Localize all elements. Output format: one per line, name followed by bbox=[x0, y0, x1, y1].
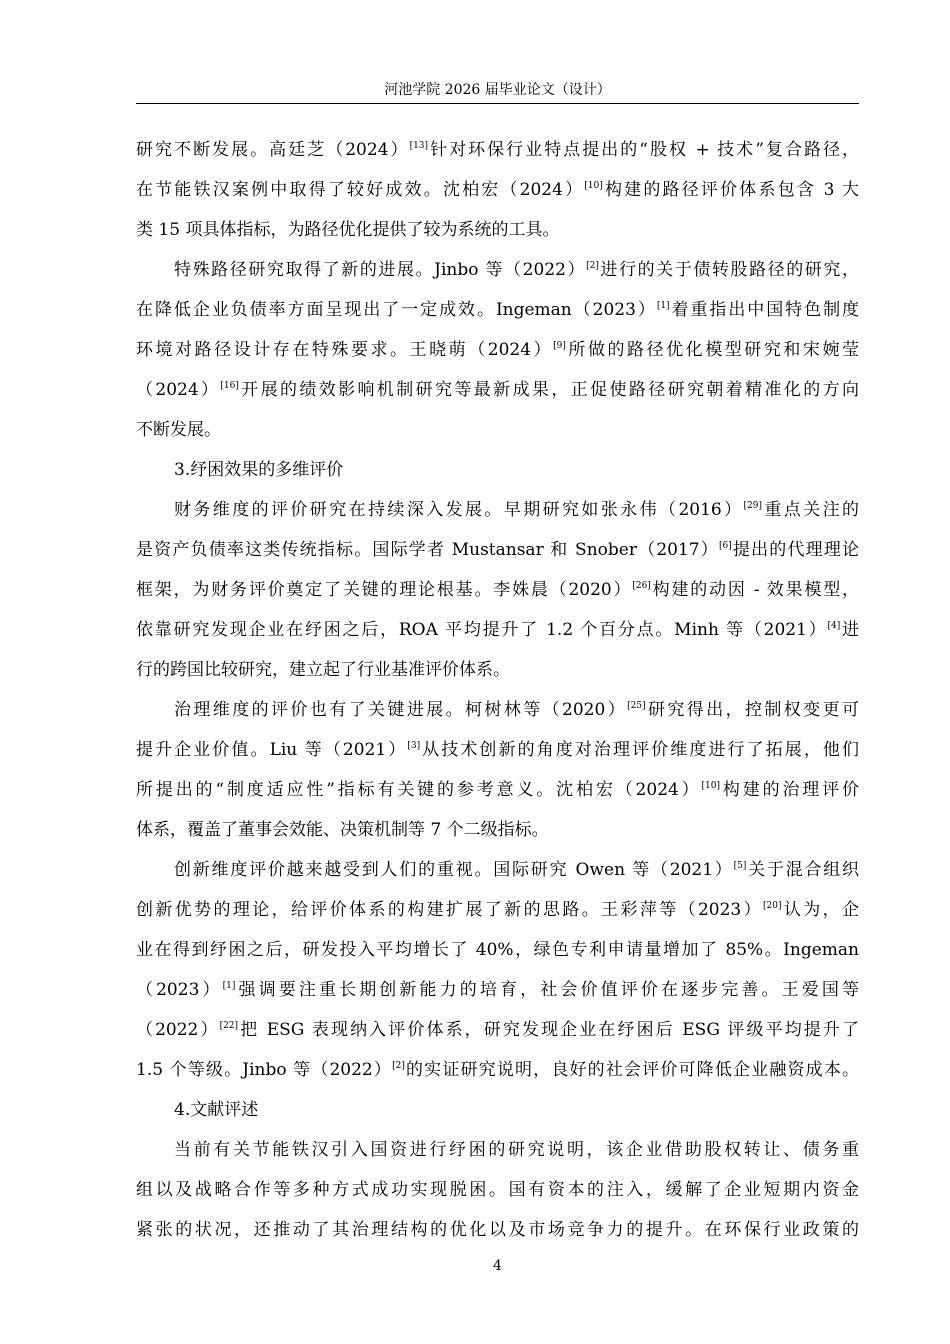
text-run: 的实证研究说明，良好的社会评价可降低企业融资成本。 bbox=[404, 1060, 859, 1080]
text-run: 所提出的“制度适应性”指标有关键的参考意义。沈柏宏（2024） bbox=[136, 780, 702, 800]
text-run: 特殊路径研究取得了新的进展。Jinbo 等（2022） bbox=[174, 260, 587, 280]
text-run: 提出的代理理论 bbox=[731, 540, 859, 560]
text-run: 当前有关节能铁汉引入国资进行纾困的研究说明，该企业借助股权转让、债务重 bbox=[174, 1140, 859, 1160]
text-run: 组以及战略合作等多种方式成功实现脱困。国有资本的注入，缓解了企业短期内资金 bbox=[136, 1180, 859, 1200]
body-text bbox=[136, 130, 859, 1250]
text-run: 研究不断发展。高廷芝（2024） bbox=[136, 140, 410, 160]
text-run: 强调要注重长期创新能力的培育，社会价值评价在逐步完善。王爱国等 bbox=[235, 980, 859, 1000]
text-line bbox=[136, 1210, 859, 1250]
citation-ref: [1] bbox=[656, 301, 670, 311]
text-run: 体系，覆盖了董事会效能、决策机制等 7 个二级指标。 bbox=[136, 820, 549, 840]
citation-ref: [13] bbox=[409, 141, 429, 151]
text-run: 进 bbox=[840, 620, 859, 640]
text-line bbox=[136, 170, 859, 210]
text-run: 不断发展。 bbox=[136, 420, 221, 440]
text-line bbox=[136, 850, 859, 890]
citation-ref: [16] bbox=[220, 381, 239, 391]
text-run: （2023） bbox=[136, 980, 223, 1000]
citation-ref: [3] bbox=[407, 741, 421, 751]
text-run: 认为，企 bbox=[781, 900, 859, 920]
header-rule bbox=[136, 103, 859, 104]
citation-ref: [2] bbox=[586, 261, 599, 271]
text-line bbox=[136, 970, 859, 1010]
text-line bbox=[136, 570, 859, 610]
text-run: 重点关注的 bbox=[762, 500, 859, 520]
text-line bbox=[136, 210, 859, 250]
citation-ref: [29] bbox=[743, 501, 762, 511]
text-line bbox=[136, 130, 859, 170]
text-line bbox=[136, 370, 859, 410]
text-run: 构建的治理评价 bbox=[720, 780, 859, 800]
text-run: 关于混合组织 bbox=[746, 860, 859, 880]
text-run: 在节能铁汉案例中取得了较好成效。沈柏宏（2024） bbox=[136, 180, 585, 200]
citation-ref: [2] bbox=[392, 1061, 405, 1071]
text-line bbox=[136, 1050, 859, 1090]
text-run: 行的跨国比较研究，建立起了行业基准评价体系。 bbox=[136, 660, 510, 680]
citation-ref: [20] bbox=[763, 901, 782, 911]
text-line bbox=[136, 1090, 859, 1130]
text-line bbox=[136, 290, 859, 330]
text-run: 构建的路径评价体系包含 3 大 bbox=[602, 180, 859, 200]
text-run: 3.纾困效果的多维评价 bbox=[174, 460, 344, 480]
text-line bbox=[136, 410, 859, 450]
text-line bbox=[136, 250, 859, 290]
text-run: 着重指出中国特色制度 bbox=[669, 300, 859, 320]
text-run: 创新维度评价越来越受到人们的重视。国际研究 Owen 等（2021） bbox=[174, 860, 734, 880]
text-line bbox=[136, 530, 859, 570]
text-run: 依靠研究发现企业在纾困之后，ROA 平均提升了 1.2 个百分点。Minh 等（2021） bbox=[136, 620, 828, 640]
text-run: 把 ESG 表现纳入评价体系，研究发现企业在纾困后 ESG 评级平均提升了 bbox=[238, 1020, 859, 1040]
text-line bbox=[136, 650, 859, 690]
text-line bbox=[136, 810, 859, 850]
citation-ref: [5] bbox=[733, 861, 747, 871]
text-run: 紧张的状况，还推动了其治理结构的优化以及市场竞争力的提升。在环保行业政策的 bbox=[136, 1220, 859, 1240]
text-run: 是资产负债率这类传统指标。国际学者 Mustansar 和 Snober（2017） bbox=[136, 540, 719, 560]
text-line bbox=[136, 890, 859, 930]
text-line bbox=[136, 770, 859, 810]
running-header: 河池学院 2026 届毕业论文（设计） bbox=[384, 82, 611, 98]
citation-ref: [26] bbox=[632, 581, 651, 591]
citation-ref: [9] bbox=[553, 341, 566, 351]
citation-ref: [10] bbox=[584, 181, 603, 191]
text-line bbox=[136, 610, 859, 650]
citation-ref: [6] bbox=[718, 541, 732, 551]
text-run: 创新优势的理论，给评价体系的构建扩展了新的思路。王彩萍等（2023） bbox=[136, 900, 763, 920]
text-run: 开展的绩效影响机制研究等最新成果，正促使路径研究朝着精准化的方向 bbox=[238, 380, 859, 400]
text-run: 从技术创新的角度对治理评价维度进行了拓展，他们 bbox=[420, 740, 859, 760]
citation-ref: [10] bbox=[701, 781, 721, 791]
text-run: 针对环保行业特点提出的“股权 + 技术”复合路径， bbox=[428, 140, 859, 160]
text-line bbox=[136, 1170, 859, 1210]
text-line bbox=[136, 330, 859, 370]
text-run: 治理维度的评价也有了关键进展。柯树林等（2020） bbox=[174, 700, 628, 720]
text-run: 环境对路径设计存在特殊要求。王晓萌（2024） bbox=[136, 340, 554, 360]
citation-ref: [22] bbox=[219, 1021, 239, 1031]
text-run: 研究得出，控制权变更可 bbox=[645, 700, 859, 720]
text-run: （2022） bbox=[136, 1020, 220, 1040]
citation-ref: [4] bbox=[827, 621, 841, 631]
text-line bbox=[136, 730, 859, 770]
text-line bbox=[136, 490, 859, 530]
text-run: 类 15 项具体指标，为路径优化提供了较为系统的工具。 bbox=[136, 220, 560, 240]
citation-ref: [25] bbox=[627, 701, 646, 711]
text-run: 所做的路径优化模型研究和宋婉莹 bbox=[565, 340, 859, 360]
text-line bbox=[136, 450, 859, 490]
text-run: 提升企业价值。Liu 等（2021） bbox=[136, 740, 408, 760]
text-run: 业在得到纾困之后，研发投入平均增长了 40%，绿色专利申请量增加了 85%。Ingeman bbox=[136, 940, 859, 960]
text-run: 1.5 个等级。Jinbo 等（2022） bbox=[136, 1060, 393, 1080]
text-run: 在降低企业负债率方面呈现出了一定成效。Ingeman（2023） bbox=[136, 300, 657, 320]
text-run: 构建的动因 - 效果模型， bbox=[650, 580, 859, 600]
text-line bbox=[136, 1010, 859, 1050]
text-run: 财务维度的评价研究在持续深入发展。早期研究如张永伟（2016） bbox=[174, 500, 744, 520]
text-line bbox=[136, 690, 859, 730]
page-number: 4 bbox=[493, 1258, 502, 1274]
citation-ref: [1] bbox=[222, 981, 236, 991]
text-run: 框架，为财务评价奠定了关键的理论根基。李姝晨（2020） bbox=[136, 580, 633, 600]
text-run: （2024） bbox=[136, 380, 221, 400]
text-run: 进行的关于债转股路径的研究， bbox=[598, 260, 859, 280]
text-line bbox=[136, 930, 859, 970]
text-line bbox=[136, 1130, 859, 1170]
text-run: 4.文献评述 bbox=[174, 1100, 259, 1120]
